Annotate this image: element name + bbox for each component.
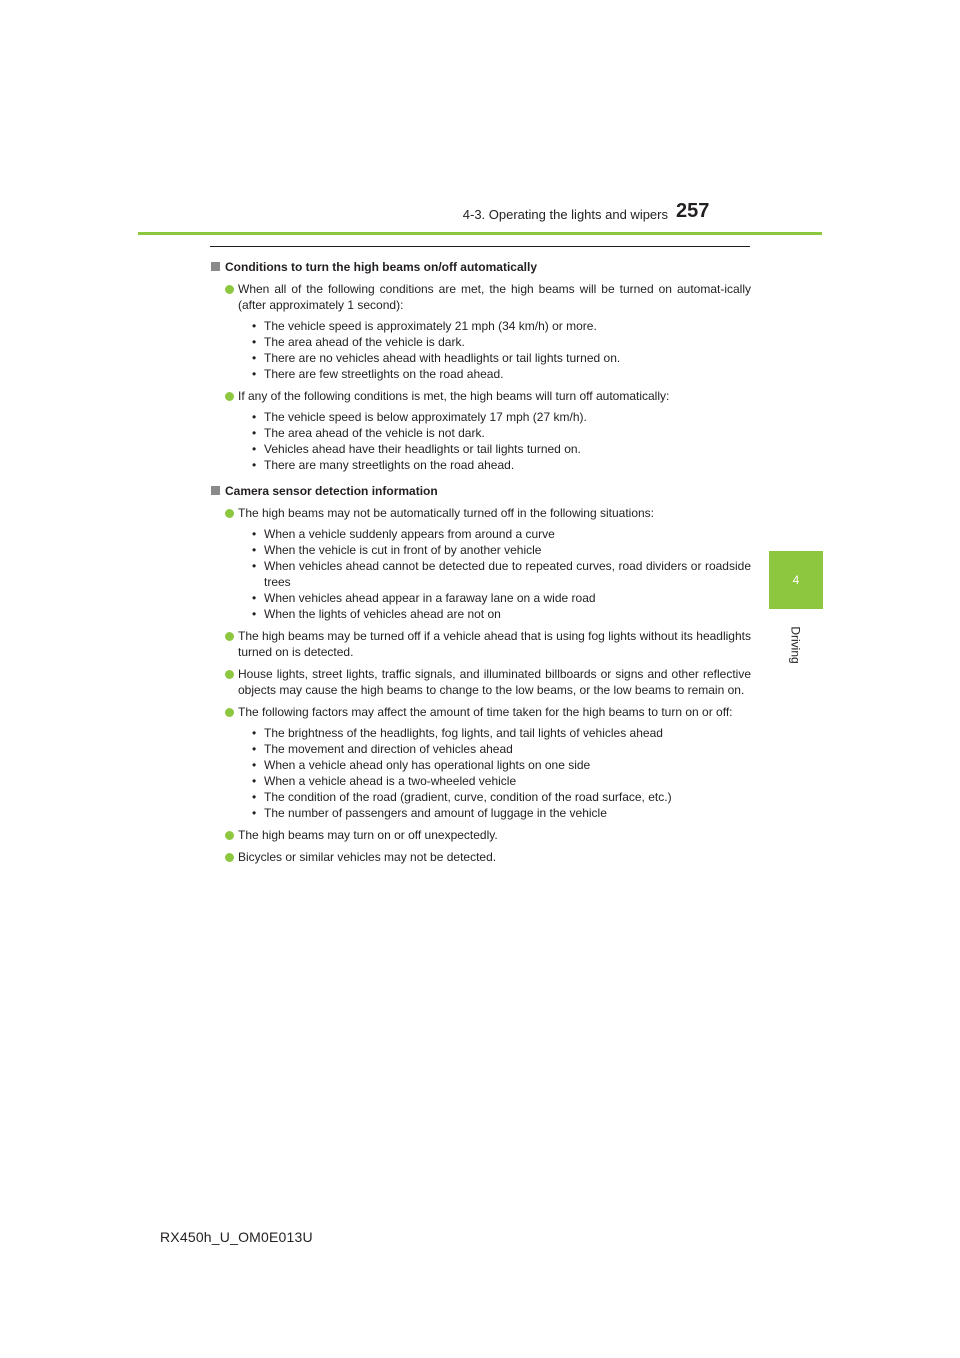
- circle-bullet-icon: [225, 392, 234, 401]
- circle-bullet-icon: [225, 708, 234, 717]
- dot-bullet-icon: •: [252, 774, 257, 788]
- sub-list-item: [252, 757, 751, 773]
- sub-list-item: [252, 805, 751, 821]
- sub-list-item: [252, 409, 751, 425]
- list-item-text: If any of the following conditions is met, the high beams will turn off automatically:: [238, 389, 670, 403]
- sub-list-item: [252, 741, 751, 757]
- section-heading: [211, 483, 751, 499]
- section-heading: [211, 259, 751, 275]
- sub-list-item: [252, 441, 751, 457]
- circle-bullet-icon: [225, 670, 234, 679]
- list-item: [211, 666, 751, 698]
- sub-list-item: [252, 366, 751, 382]
- list-item-text: The high beams may not be automatically turned off in the following situations:: [238, 506, 655, 520]
- chapter-side-label: [769, 617, 823, 673]
- sub-list-item-text: The number of passengers and amount of luggage in the vehicle: [264, 806, 607, 820]
- circle-bullet-icon: [225, 509, 234, 518]
- sub-list-item: [252, 526, 751, 542]
- content-top-rule: [210, 246, 750, 247]
- running-header-title: 4-3. Operating the lights and wipers: [462, 207, 668, 222]
- chapter-number: 4: [792, 573, 800, 587]
- sub-list-item: [252, 457, 751, 473]
- sub-list-item-text: The vehicle speed is below approximately 17 mph (27 km/h).: [264, 410, 587, 424]
- sub-list-item: [252, 542, 751, 558]
- dot-bullet-icon: •: [252, 527, 257, 541]
- circle-bullet-icon: [225, 632, 234, 641]
- list-item-text: Bicycles or similar vehicles may not be detected.: [238, 850, 497, 864]
- header-rule: [138, 232, 822, 235]
- page-number: 257: [676, 200, 710, 222]
- section-heading-text: Camera sensor detection information: [225, 484, 438, 498]
- dot-bullet-icon: •: [252, 442, 257, 456]
- list-item-text: House lights, street lights, traffic signals, and illuminated billboards or signs and other reflective objects may cause the high beams to change to the low beams, or the low beams to remain on.: [238, 667, 751, 697]
- sub-list: [238, 725, 751, 821]
- page-content: [211, 259, 751, 871]
- section-heading-text: Conditions to turn the high beams on/off automatically: [225, 260, 537, 274]
- sub-list-item-text: The brightness of the headlights, fog lights, and tail lights of vehicles ahead: [264, 726, 663, 740]
- square-bullet-icon: [211, 486, 220, 495]
- sub-list-item-text: The vehicle speed is approximately 21 mph (34 km/h) or more.: [264, 319, 597, 333]
- dot-bullet-icon: •: [252, 806, 257, 820]
- sub-list-item-text: When a vehicle ahead is a two-wheeled vehicle: [264, 774, 517, 788]
- dot-bullet-icon: •: [252, 742, 257, 756]
- sub-list: [238, 409, 751, 473]
- list-item: [211, 849, 751, 865]
- sub-list-item: [252, 773, 751, 789]
- list-item: [211, 827, 751, 843]
- dot-bullet-icon: •: [252, 319, 257, 333]
- sub-list-item-text: The area ahead of the vehicle is dark.: [264, 335, 465, 349]
- chapter-tab: [769, 551, 823, 609]
- list-item-text: The following factors may affect the amount of time taken for the high beams to turn on or off:: [238, 705, 733, 719]
- sub-list-item: [252, 590, 751, 606]
- list-item: [211, 704, 751, 821]
- list-item: [211, 505, 751, 622]
- dot-bullet-icon: •: [252, 543, 257, 557]
- sub-list: [238, 526, 751, 622]
- dot-bullet-icon: •: [252, 458, 257, 472]
- square-bullet-icon: [211, 262, 220, 271]
- dot-bullet-icon: •: [252, 351, 257, 365]
- footer-model-code: RX450h_U_OM0E013U: [160, 1229, 313, 1245]
- chapter-label-text: Driving: [789, 626, 803, 664]
- sub-list-item-text: When a vehicle ahead only has operational lights on one side: [264, 758, 591, 772]
- sub-list-item-text: When vehicles ahead appear in a faraway lane on a wide road: [264, 591, 596, 605]
- dot-bullet-icon: •: [252, 410, 257, 424]
- sub-list-item-text: Vehicles ahead have their headlights or tail lights turned on.: [264, 442, 581, 456]
- list-item: [211, 628, 751, 660]
- sub-list-item: [252, 606, 751, 622]
- sub-list-item-text: The movement and direction of vehicles ahead: [264, 742, 513, 756]
- sub-list: [238, 318, 751, 382]
- circle-bullet-icon: [225, 853, 234, 862]
- dot-bullet-icon: •: [252, 591, 257, 605]
- sub-list-item-text: When vehicles ahead cannot be detected due to repeated curves, road dividers or roadside trees: [264, 559, 751, 589]
- sub-list-item-text: When the lights of vehicles ahead are not on: [264, 607, 501, 621]
- list-item: [211, 388, 751, 473]
- dot-bullet-icon: •: [252, 559, 257, 573]
- sub-list-item-text: The condition of the road (gradient, curve, condition of the road surface, etc.): [264, 790, 672, 804]
- sub-list-item: [252, 725, 751, 741]
- dot-bullet-icon: •: [252, 335, 257, 349]
- list-item-text: The high beams may turn on or off unexpectedly.: [238, 828, 498, 842]
- sub-list-item-text: There are many streetlights on the road ahead.: [264, 458, 515, 472]
- sub-list-item-text: When a vehicle suddenly appears from around a curve: [264, 527, 555, 541]
- sub-list-item: [252, 318, 751, 334]
- dot-bullet-icon: •: [252, 790, 257, 804]
- sub-list-item-text: There are few streetlights on the road ahead.: [264, 367, 504, 381]
- dot-bullet-icon: •: [252, 607, 257, 621]
- list-item-text: The high beams may be turned off if a vehicle ahead that is using fog lights without its headlights turned on is detected.: [238, 629, 751, 659]
- sub-list-item: [252, 425, 751, 441]
- sub-list-item: [252, 334, 751, 350]
- list-item-text: When all of the following conditions are met, the high beams will be turned on automat-ically (after approximately 1 second):: [238, 282, 751, 312]
- dot-bullet-icon: •: [252, 726, 257, 740]
- dot-bullet-icon: •: [252, 758, 257, 772]
- list-item: [211, 281, 751, 382]
- circle-bullet-icon: [225, 285, 234, 294]
- circle-bullet-icon: [225, 831, 234, 840]
- sub-list-item-text: The area ahead of the vehicle is not dark.: [264, 426, 485, 440]
- dot-bullet-icon: •: [252, 426, 257, 440]
- sub-list-item: [252, 558, 751, 590]
- sub-list-item-text: There are no vehicles ahead with headlights or tail lights turned on.: [264, 351, 621, 365]
- sub-list-item: [252, 789, 751, 805]
- sub-list-item-text: When the vehicle is cut in front of by another vehicle: [264, 543, 542, 557]
- sub-list-item: [252, 350, 751, 366]
- dot-bullet-icon: •: [252, 367, 257, 381]
